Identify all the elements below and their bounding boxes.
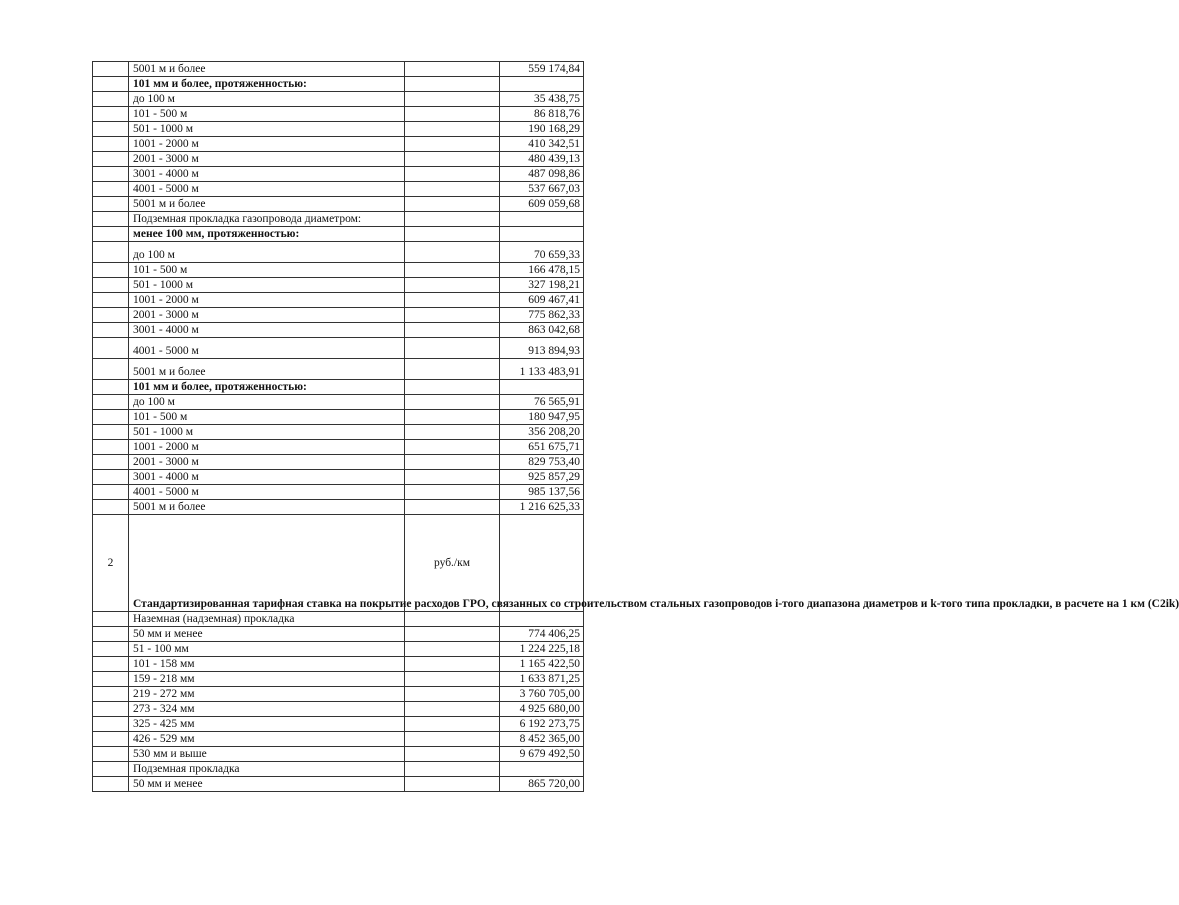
row-name-cell: 159 - 218 мм — [129, 672, 405, 687]
table-row — [93, 627, 584, 642]
table-row — [93, 278, 584, 293]
row-value-cell: 1 165 422,50 — [500, 657, 584, 672]
row-unit-cell — [405, 338, 500, 359]
row-name-cell: 101 - 500 м — [129, 263, 405, 278]
row-number-cell — [93, 182, 129, 197]
row-value-cell: 1 133 483,91 — [500, 359, 584, 380]
table-row — [93, 702, 584, 717]
row-number-cell — [93, 500, 129, 515]
row-unit-cell — [405, 747, 500, 762]
row-name-cell: 101 - 500 м — [129, 410, 405, 425]
table-row — [93, 657, 584, 672]
row-name-cell: 2001 - 3000 м — [129, 455, 405, 470]
table-row — [93, 410, 584, 425]
row-name-cell: Подземная прокладка газопровода диаметром: — [129, 212, 405, 227]
row-unit-cell — [405, 62, 500, 77]
row-value-cell: 609 467,41 — [500, 293, 584, 308]
row-value-cell: 76 565,91 — [500, 395, 584, 410]
row-unit-cell — [405, 657, 500, 672]
tariff-table — [92, 61, 1179, 792]
row-name-cell: 5001 м и более — [129, 62, 405, 77]
row-number-cell — [93, 612, 129, 627]
row-value-cell: 190 168,29 — [500, 122, 584, 137]
table-row — [93, 470, 584, 485]
row-number-cell — [93, 440, 129, 455]
row-number-cell — [93, 687, 129, 702]
row-name-cell: 3001 - 4000 м — [129, 167, 405, 182]
row-unit-cell — [405, 762, 500, 777]
row-unit-cell — [405, 642, 500, 657]
row-unit-cell — [405, 293, 500, 308]
row-unit-cell — [405, 410, 500, 425]
row-value-cell: 410 342,51 — [500, 137, 584, 152]
row-value-cell: 651 675,71 — [500, 440, 584, 455]
row-unit-cell — [405, 182, 500, 197]
table-row — [93, 687, 584, 702]
row-value-cell: 925 857,29 — [500, 470, 584, 485]
row-unit-cell — [405, 242, 500, 263]
row-number-cell — [93, 107, 129, 122]
table-row — [93, 212, 584, 227]
row-unit-cell — [405, 122, 500, 137]
row-value-cell: 775 862,33 — [500, 308, 584, 323]
row-unit-cell — [405, 359, 500, 380]
table-row — [93, 152, 584, 167]
row-value-cell — [500, 227, 584, 242]
row-unit-cell — [405, 425, 500, 440]
table-row — [93, 92, 584, 107]
row-name-cell: до 100 м — [129, 395, 405, 410]
table-row — [93, 227, 584, 242]
row-value-cell — [500, 762, 584, 777]
row-unit-cell — [405, 137, 500, 152]
row-unit-cell — [405, 717, 500, 732]
table-row — [93, 500, 584, 515]
row-unit-cell — [405, 612, 500, 627]
row-name-cell: 50 мм и менее — [129, 777, 405, 792]
row-name-cell: до 100 м — [129, 92, 405, 107]
tariff-table-body — [93, 62, 1179, 792]
row-unit-cell — [405, 212, 500, 227]
row-name-cell: 4001 - 5000 м — [129, 182, 405, 197]
row-number-cell — [93, 425, 129, 440]
row-value-cell: 6 192 273,75 — [500, 717, 584, 732]
row-value-cell: 166 478,15 — [500, 263, 584, 278]
row-number-cell — [93, 62, 129, 77]
row-number-cell — [93, 242, 129, 263]
row-number-cell — [93, 410, 129, 425]
row-name-cell: 3001 - 4000 м — [129, 470, 405, 485]
row-name-cell: 1001 - 2000 м — [129, 137, 405, 152]
row-number-cell — [93, 747, 129, 762]
table-row — [93, 77, 584, 92]
row-value-cell: 70 659,33 — [500, 242, 584, 263]
row-name-cell: 1001 - 2000 м — [129, 293, 405, 308]
row-name-cell: 501 - 1000 м — [129, 278, 405, 293]
row-unit-cell — [405, 455, 500, 470]
row-number-cell — [93, 470, 129, 485]
row-value-cell: 913 894,93 — [500, 338, 584, 359]
table-row — [93, 425, 584, 440]
table-row — [93, 440, 584, 455]
row-unit-cell — [405, 380, 500, 395]
row-name-cell: 3001 - 4000 м — [129, 323, 405, 338]
row-unit-cell: руб./км — [405, 515, 500, 612]
row-name-cell: 1001 - 2000 м — [129, 440, 405, 455]
row-value-cell: 35 438,75 — [500, 92, 584, 107]
row-name-cell: 5001 м и более — [129, 359, 405, 380]
row-number-cell — [93, 717, 129, 732]
row-unit-cell — [405, 672, 500, 687]
row-value-cell: 863 042,68 — [500, 323, 584, 338]
row-number-cell — [93, 137, 129, 152]
row-value-cell — [500, 212, 584, 227]
table-row — [93, 308, 584, 323]
row-value-cell: 559 174,84 — [500, 62, 584, 77]
row-number-cell — [93, 278, 129, 293]
row-unit-cell — [405, 263, 500, 278]
row-number-cell — [93, 702, 129, 717]
row-number-cell — [93, 762, 129, 777]
table-row — [93, 717, 584, 732]
row-name-cell: 2001 - 3000 м — [129, 308, 405, 323]
row-number-cell — [93, 323, 129, 338]
row-number-cell — [93, 777, 129, 792]
row-number-cell — [93, 627, 129, 642]
row-unit-cell — [405, 167, 500, 182]
row-name-cell: 4001 - 5000 м — [129, 338, 405, 359]
table-row — [93, 395, 584, 410]
table-row — [93, 642, 584, 657]
row-unit-cell — [405, 395, 500, 410]
row-number-cell — [93, 359, 129, 380]
row-number-cell — [93, 308, 129, 323]
row-number-cell — [93, 122, 129, 137]
table-row — [93, 263, 584, 278]
row-unit-cell — [405, 440, 500, 455]
row-value-cell: 480 439,13 — [500, 152, 584, 167]
table-row — [93, 182, 584, 197]
row-name-cell: Наземная (надземная) прокладка — [129, 612, 405, 627]
row-value-cell: 487 098,86 — [500, 167, 584, 182]
row-value-cell: 1 633 871,25 — [500, 672, 584, 687]
table-row — [93, 380, 584, 395]
row-number-cell — [93, 167, 129, 182]
row-name-cell: 51 - 100 мм — [129, 642, 405, 657]
row-unit-cell — [405, 732, 500, 747]
table-row — [93, 293, 584, 308]
row-number-cell — [93, 212, 129, 227]
row-number-cell — [93, 338, 129, 359]
row-value-cell: 774 406,25 — [500, 627, 584, 642]
row-value-cell — [500, 380, 584, 395]
row-unit-cell — [405, 107, 500, 122]
row-unit-cell — [405, 485, 500, 500]
row-number-cell — [93, 380, 129, 395]
table-row — [93, 62, 584, 77]
row-name-cell: 219 - 272 мм — [129, 687, 405, 702]
row-name-cell: 501 - 1000 м — [129, 425, 405, 440]
row-value-cell — [500, 612, 584, 627]
row-name-cell: Стандартизированная тарифная ставка на покрытие расходов ГРО, связанных со строительством стальных газопроводов i-того диапазона диаметров и k-того типа прокладки, в расчете на 1 км (C2ik) — [129, 515, 405, 612]
table-row — [93, 338, 584, 359]
row-name-cell: 101 мм и более, протяженностью: — [129, 380, 405, 395]
row-number-cell — [93, 197, 129, 212]
row-value-cell: 8 452 365,00 — [500, 732, 584, 747]
row-name-cell: 101 мм и более, протяженностью: — [129, 77, 405, 92]
table-row — [93, 122, 584, 137]
row-unit-cell — [405, 278, 500, 293]
row-name-cell: 325 - 425 мм — [129, 717, 405, 732]
row-number-cell — [93, 263, 129, 278]
row-name-cell: 426 - 529 мм — [129, 732, 405, 747]
table-row — [93, 777, 584, 792]
table-row — [93, 242, 584, 263]
row-number-cell — [93, 92, 129, 107]
row-value-cell — [500, 77, 584, 92]
table-row — [93, 197, 584, 212]
row-unit-cell — [405, 777, 500, 792]
row-value-cell — [500, 515, 584, 612]
row-number-cell — [93, 77, 129, 92]
row-number-cell — [93, 152, 129, 167]
row-unit-cell — [405, 308, 500, 323]
row-value-cell: 3 760 705,00 — [500, 687, 584, 702]
row-name-cell: 2001 - 3000 м — [129, 152, 405, 167]
row-number-cell — [93, 227, 129, 242]
row-number-cell — [93, 485, 129, 500]
row-number-cell — [93, 395, 129, 410]
row-name-cell: 5001 м и более — [129, 197, 405, 212]
row-unit-cell — [405, 92, 500, 107]
row-name-cell: 273 - 324 мм — [129, 702, 405, 717]
row-unit-cell — [405, 152, 500, 167]
row-name-cell: 101 - 500 м — [129, 107, 405, 122]
row-value-cell: 1 224 225,18 — [500, 642, 584, 657]
table-row — [93, 515, 584, 612]
row-name-cell: 50 мм и менее — [129, 627, 405, 642]
row-number-cell: 2 — [93, 515, 129, 612]
row-unit-cell — [405, 500, 500, 515]
table-row — [93, 485, 584, 500]
row-value-cell: 985 137,56 — [500, 485, 584, 500]
row-value-cell: 537 667,03 — [500, 182, 584, 197]
row-unit-cell — [405, 323, 500, 338]
row-name-cell: 5001 м и более — [129, 500, 405, 515]
table-row — [93, 167, 584, 182]
table-row — [93, 732, 584, 747]
row-unit-cell — [405, 687, 500, 702]
row-number-cell — [93, 732, 129, 747]
table-row — [93, 137, 584, 152]
row-number-cell — [93, 642, 129, 657]
row-value-cell: 356 208,20 — [500, 425, 584, 440]
row-value-cell: 865 720,00 — [500, 777, 584, 792]
row-number-cell — [93, 672, 129, 687]
row-number-cell — [93, 455, 129, 470]
row-unit-cell — [405, 197, 500, 212]
row-unit-cell — [405, 702, 500, 717]
table-row — [93, 762, 584, 777]
row-value-cell: 180 947,95 — [500, 410, 584, 425]
row-value-cell: 4 925 680,00 — [500, 702, 584, 717]
table-row — [93, 455, 584, 470]
table-row — [93, 672, 584, 687]
row-name-cell: Подземная прокладка — [129, 762, 405, 777]
row-value-cell: 327 198,21 — [500, 278, 584, 293]
row-name-cell: менее 100 мм, протяженностью: — [129, 227, 405, 242]
row-name-cell: 501 - 1000 м — [129, 122, 405, 137]
table-row — [93, 359, 584, 380]
table-row — [93, 747, 584, 762]
row-name-cell: 4001 - 5000 м — [129, 485, 405, 500]
row-value-cell: 9 679 492,50 — [500, 747, 584, 762]
row-value-cell: 1 216 625,33 — [500, 500, 584, 515]
row-unit-cell — [405, 227, 500, 242]
row-name-cell: 101 - 158 мм — [129, 657, 405, 672]
row-unit-cell — [405, 627, 500, 642]
row-unit-cell — [405, 77, 500, 92]
row-value-cell: 86 818,76 — [500, 107, 584, 122]
row-name-cell: до 100 м — [129, 242, 405, 263]
row-number-cell — [93, 657, 129, 672]
table-row — [93, 323, 584, 338]
table-row — [93, 107, 584, 122]
row-name-cell: 530 мм и выше — [129, 747, 405, 762]
table-row — [93, 612, 584, 627]
row-value-cell: 609 059,68 — [500, 197, 584, 212]
row-unit-cell — [405, 470, 500, 485]
row-value-cell: 829 753,40 — [500, 455, 584, 470]
row-number-cell — [93, 293, 129, 308]
